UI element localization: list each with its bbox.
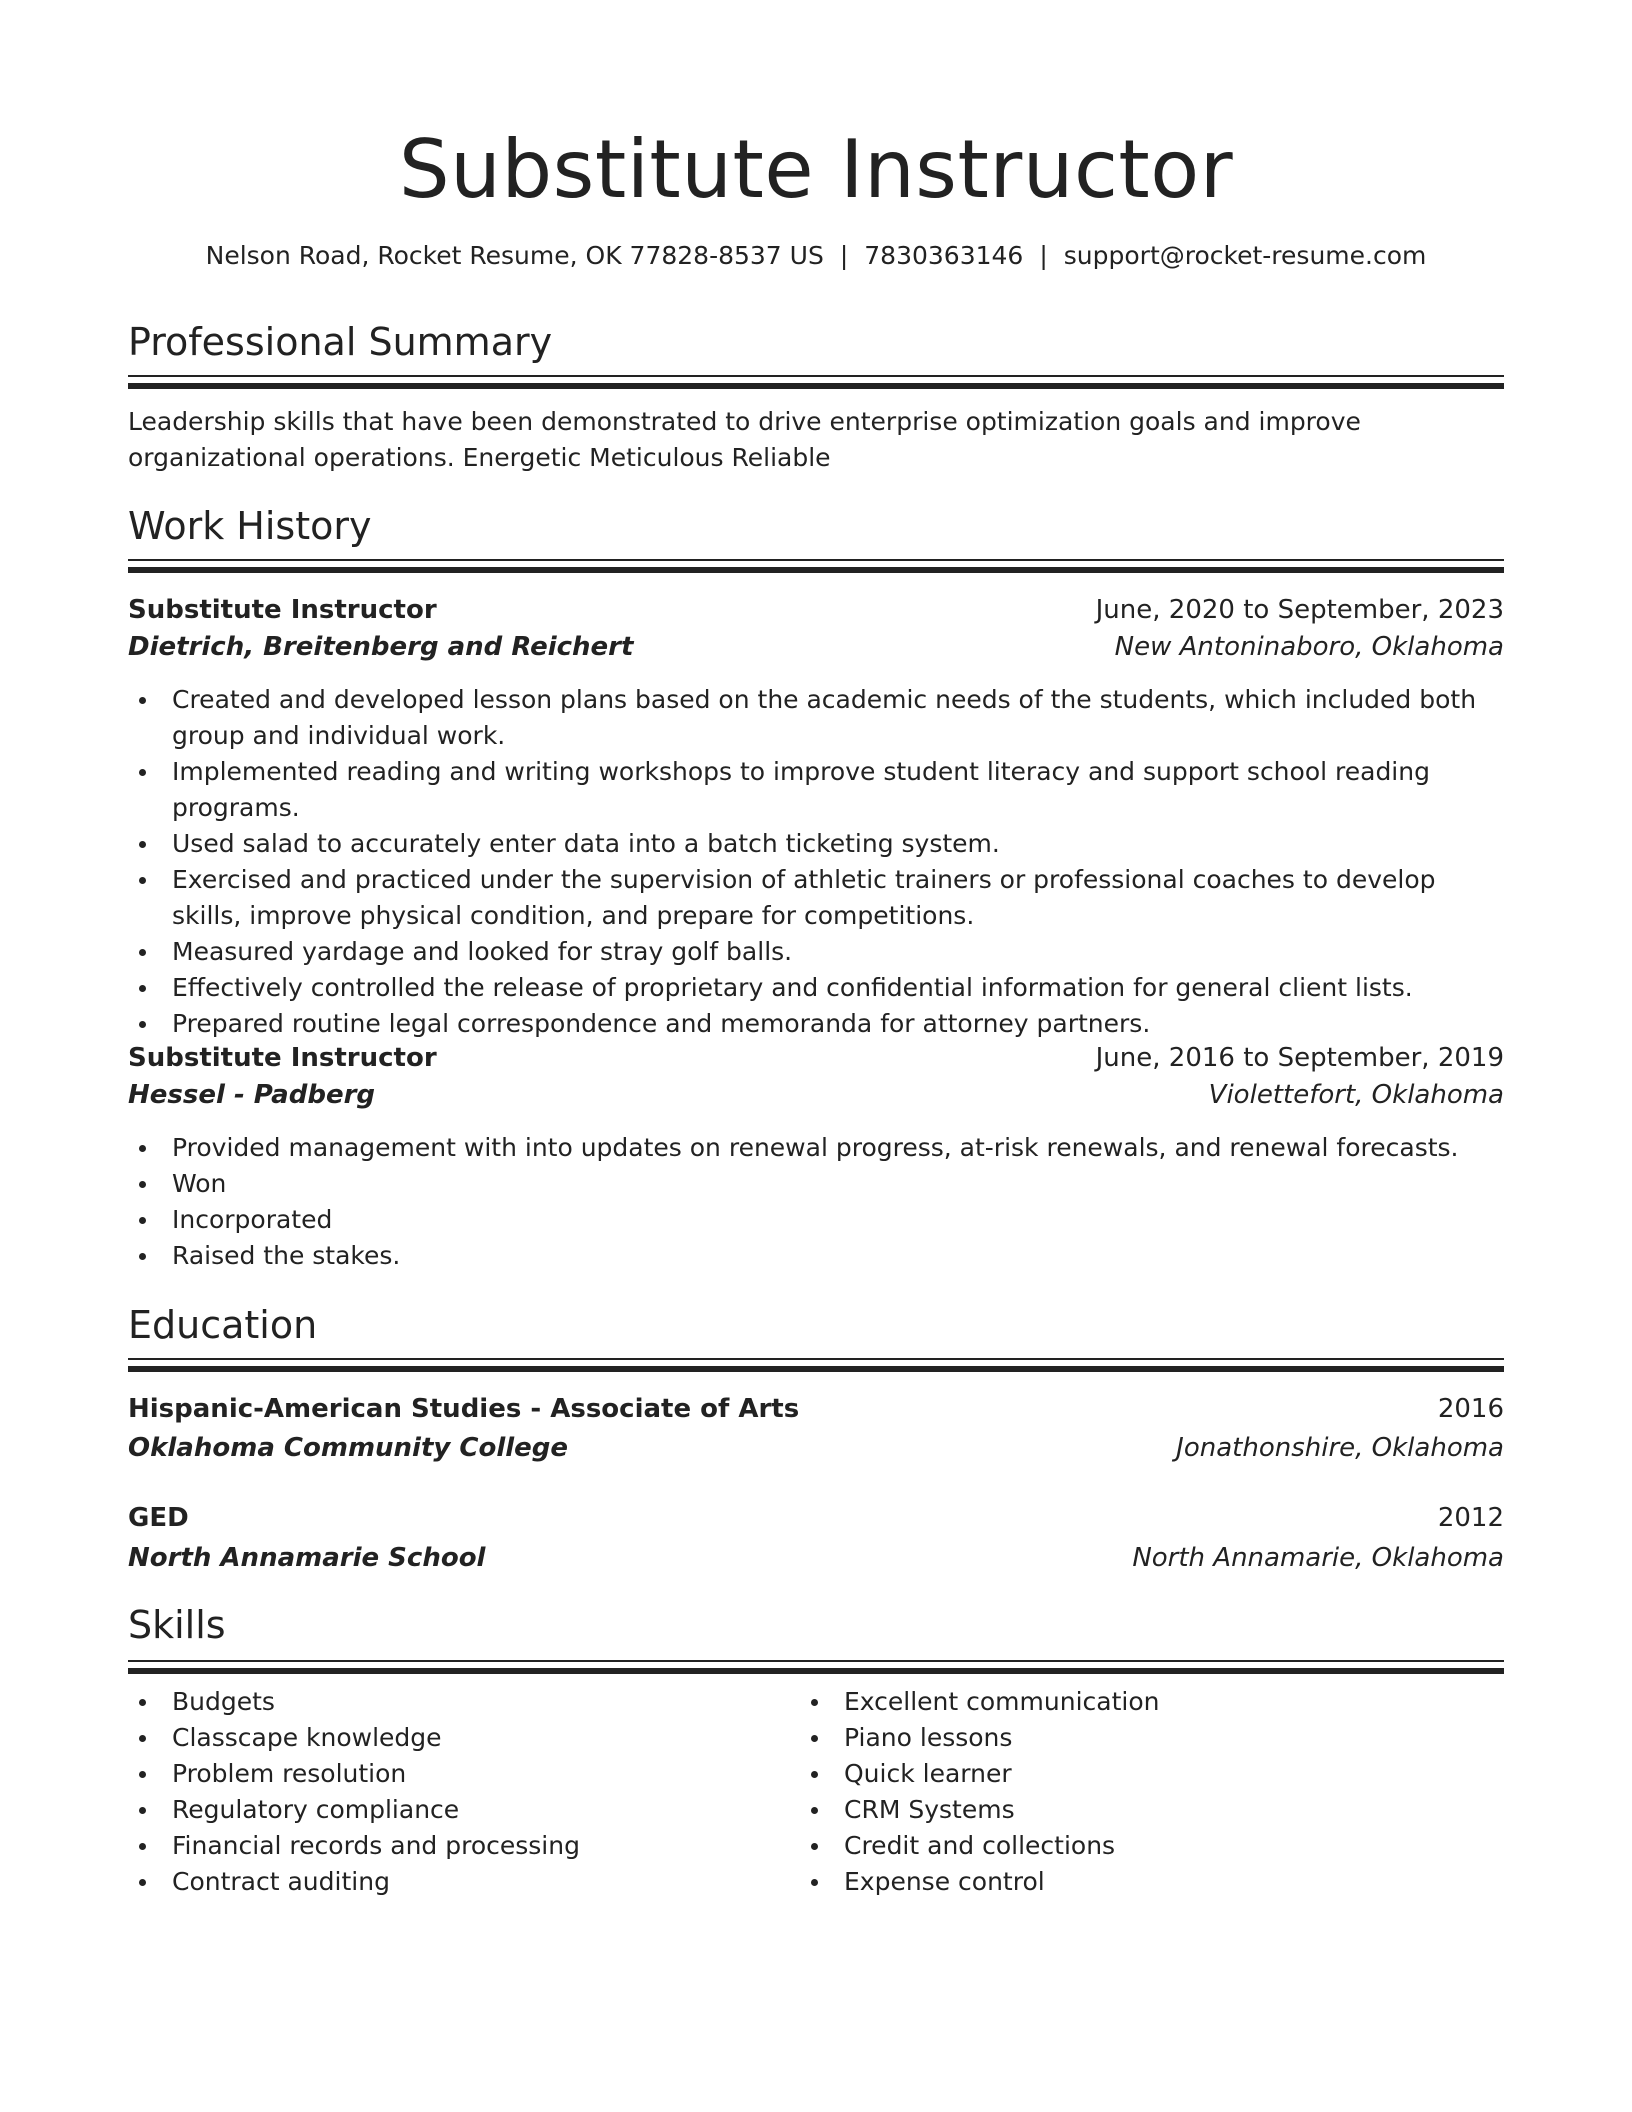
- list-item: Won: [128, 1166, 1504, 1202]
- education-school-row: [128, 1540, 1504, 1576]
- list-item: Excellent communication: [800, 1684, 1480, 1720]
- skills-list-left: [128, 1684, 808, 1900]
- education-location: North Annamarie, Oklahoma: [1132, 1543, 1504, 1573]
- resume-name: Substitute Instructor: [398, 123, 1234, 216]
- list-item: Effectively controlled the release of proprietary and confidential information for general client lists.: [128, 970, 1504, 1006]
- education-header-row: [128, 1500, 1504, 1536]
- list-item: Prepared routine legal correspondence and memoranda for attorney partners.: [128, 1006, 1504, 1042]
- job-company: Hessel - Padberg: [128, 1080, 376, 1110]
- list-item: Classcape knowledge: [128, 1720, 808, 1756]
- section-divider: [128, 375, 1504, 389]
- job-location: Violettefort, Oklahoma: [1208, 1080, 1504, 1110]
- contact-separator: |: [839, 241, 849, 270]
- list-item: Implemented reading and writing workshops to improve student literacy and support school reading programs.: [128, 754, 1504, 826]
- section-title-education: Education: [128, 1303, 318, 1347]
- education-school-row: [128, 1430, 1504, 1466]
- job-company: Dietrich, Breitenberg and Reichert: [128, 632, 634, 662]
- section-divider: [128, 559, 1504, 573]
- list-item: Financial records and processing: [128, 1828, 808, 1864]
- job-header-row: [128, 592, 1504, 628]
- contact-separator: |: [1039, 241, 1048, 270]
- job-header-row: [128, 1040, 1504, 1076]
- list-item: Exercised and practiced under the supervision of athletic trainers or professional coaches to develop skills, improve physical condition, and prepare for competitions.: [128, 862, 1504, 934]
- education-header-row: [128, 1391, 1504, 1427]
- contact-address: Nelson Road, Rocket Resume, OK 77828-8537 US: [205, 241, 824, 270]
- list-item: Problem resolution: [128, 1756, 808, 1792]
- education-year: 2012: [1437, 1503, 1504, 1533]
- list-item: Quick learner: [800, 1756, 1480, 1792]
- job-company-row: [128, 629, 1504, 665]
- education-location: Jonathonshire, Oklahoma: [1176, 1433, 1504, 1463]
- list-item: Budgets: [128, 1684, 808, 1720]
- list-item: Contract auditing: [128, 1864, 808, 1900]
- contact-line: [0, 238, 1632, 274]
- contact-phone: 7830363146: [864, 241, 1024, 270]
- section-title-work-history: Work History: [128, 504, 372, 548]
- education-degree: GED: [128, 1503, 189, 1533]
- list-item: Raised the stakes.: [128, 1238, 1504, 1274]
- skills-list-right: [800, 1684, 1480, 1900]
- education-school: North Annamarie School: [128, 1543, 486, 1573]
- list-item: CRM Systems: [800, 1792, 1480, 1828]
- education-school: Oklahoma Community College: [128, 1433, 569, 1463]
- list-item: Used salad to accurately enter data into a batch ticketing system.: [128, 826, 1504, 862]
- list-item: Credit and collections: [800, 1828, 1480, 1864]
- list-item: Provided management with into updates on renewal progress, at-risk renewals, and renewal forecasts.: [128, 1130, 1504, 1166]
- list-item: Incorporated: [128, 1202, 1504, 1238]
- contact-email: support@rocket-resume.com: [1063, 241, 1427, 270]
- section-divider: [128, 1358, 1504, 1372]
- job-position: Substitute Instructor: [128, 1043, 437, 1073]
- section-divider: [128, 1660, 1504, 1674]
- job-location: New Antoninaboro, Oklahoma: [1114, 632, 1504, 662]
- education-year: 2016: [1437, 1394, 1504, 1424]
- section-title-skills: Skills: [128, 1603, 226, 1647]
- section-title-summary: Professional Summary: [128, 320, 553, 364]
- list-item: Regulatory compliance: [128, 1792, 808, 1828]
- job-company-row: [128, 1077, 1504, 1113]
- job-bullet-list: [128, 682, 1504, 1042]
- job-dates: June, 2020 to September, 2023: [1095, 595, 1504, 625]
- job-bullet-list: [128, 1130, 1504, 1274]
- summary-text: Leadership skills that have been demonstrated to drive enterprise optimization goals and improve organizational operations. Energetic Meticulous Reliable: [128, 407, 1361, 472]
- list-item: Expense control: [800, 1864, 1480, 1900]
- list-item: Piano lessons: [800, 1720, 1480, 1756]
- job-position: Substitute Instructor: [128, 595, 437, 625]
- list-item: Created and developed lesson plans based on the academic needs of the students, which included both group and individual work.: [128, 682, 1504, 754]
- job-dates: June, 2016 to September, 2019: [1095, 1043, 1504, 1073]
- list-item: Measured yardage and looked for stray golf balls.: [128, 934, 1504, 970]
- education-degree: Hispanic-American Studies - Associate of Arts: [128, 1394, 800, 1424]
